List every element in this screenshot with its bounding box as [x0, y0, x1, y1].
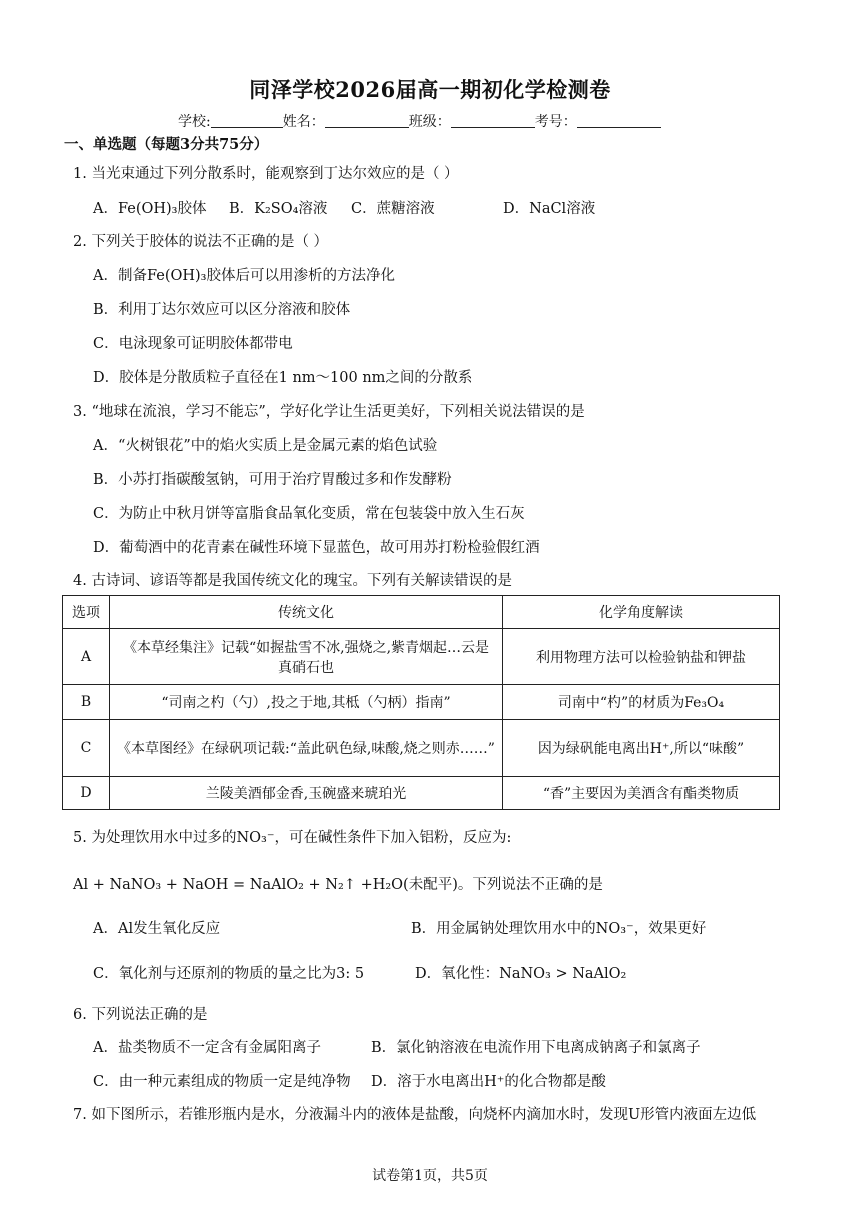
table-cell-option: A	[63, 629, 110, 685]
table-cell-culture: 兰陵美酒郁金香,玉碗盛来琥珀光	[110, 777, 503, 810]
q3-option-a: A．“火树银花”中的焰火实质上是金属元素的焰色试验	[93, 438, 438, 454]
q5-option-c: C．氧化剂与还原剂的物质的量之比为3: 5	[93, 966, 365, 982]
table-header-row	[63, 596, 780, 629]
question-6-options-row-2	[93, 1070, 606, 1091]
student-info-line	[178, 111, 661, 131]
q1-option-d: D．NaCl溶液	[503, 201, 596, 217]
q6-option-c: C．由一种元素组成的物质一定是纯净物	[93, 1074, 351, 1090]
table-cell-interpretation: 因为绿矾能电离出H⁺,所以“味酸”	[503, 720, 780, 777]
question-6-options-row-1	[93, 1036, 701, 1057]
table-cell-option: B	[63, 685, 110, 720]
name-label: 姓名：	[282, 114, 325, 130]
table-row	[63, 777, 780, 810]
q3-option-c: C．为防止中秋月饼等富脂食品氧化变质，常在包装袋中放入生石灰	[93, 506, 525, 522]
question-3-stem: 3. “地球在流浪，学习不能忘”，学好化学让生活更美好，下列相关说法错误的是	[73, 404, 585, 420]
school-label: 学校:	[178, 114, 211, 130]
question-1-options	[93, 197, 595, 218]
question-2-stem: 2. 下列关于胶体的说法不正确的是（ ）	[73, 234, 329, 250]
exam-no-blank[interactable]	[577, 113, 661, 128]
q3-option-b: B．小苏打指碳酸氢钠，可用于治疗胃酸过多和作发酵粉	[93, 472, 452, 488]
table-cell-culture: 《本草图经》在绿矾项记载:“盖此矾色绿,味酸,烧之则赤……”	[110, 720, 503, 777]
q6-option-a: A．盐类物质不一定含有金属阳离子	[93, 1040, 321, 1056]
q2-option-a: A．制备Fe(OH)₃胶体后可以用渗析的方法净化	[93, 268, 395, 284]
table-cell-interpretation: “香”主要因为美酒含有酯类物质	[503, 777, 780, 810]
q5-option-d: D．氧化性：NaNO₃ > NaAlO₂	[415, 966, 627, 982]
table-header-option: 选项	[63, 596, 110, 629]
section-heading: 一、单选题（每题3分共75分）	[64, 136, 269, 153]
q3-option-d: D．葡萄酒中的花青素在碱性环境下显蓝色，故可用苏打粉检验假红酒	[93, 540, 540, 556]
class-label: 班级：	[408, 114, 451, 130]
table-row	[63, 685, 780, 720]
exam-no-label: 考号：	[534, 114, 577, 130]
q1-option-c: C．蔗糖溶液	[351, 201, 435, 217]
table-cell-culture: 《本草经集注》记载“如握盐雪不冰,强烧之,紫青烟起…云是真硝石也	[110, 629, 503, 685]
q5-option-a: A．Al发生氧化反应	[93, 921, 221, 937]
q1-option-b: B．K₂SO₄溶液	[229, 201, 328, 217]
culture-table	[62, 595, 780, 810]
q6-option-b: B．氯化钠溶液在电流作用下电离成钠离子和氯离子	[371, 1040, 701, 1056]
table-cell-option: D	[63, 777, 110, 810]
table-cell-interpretation: 利用物理方法可以检验钠盐和钾盐	[503, 629, 780, 685]
q5-option-b: B．用金属钠处理饮用水中的NO₃⁻，效果更好	[411, 921, 707, 937]
page-title: 同泽学校2026届高一期初化学检测卷	[249, 77, 611, 102]
q6-option-d: D．溶于水电离出H⁺的化合物都是酸	[371, 1074, 606, 1090]
table-cell-culture: “司南之杓（勺）,投之于地,其柢（勺柄）指南”	[110, 685, 503, 720]
q2-option-c: C．电泳现象可证明胶体都带电	[93, 336, 293, 352]
class-blank[interactable]	[451, 113, 535, 128]
table-row	[63, 629, 780, 685]
question-7-stem: 7. 如下图所示，若锥形瓶内是水，分液漏斗内的液体是盐酸，向烧杯内滴加水时，发现U形管内液面左边低	[73, 1107, 757, 1123]
q1-option-a: A．Fe(OH)₃胶体	[93, 201, 207, 217]
name-blank[interactable]	[325, 113, 409, 128]
table-row	[63, 720, 780, 777]
question-5-stem: 5. 为处理饮用水中过多的NO₃⁻，可在碱性条件下加入铝粉，反应为:	[73, 830, 512, 846]
reaction-equation: Al + NaNO₃ + NaOH = NaAlO₂ + N₂↑ +H₂O(未配平)。下列说法不正确的是	[73, 877, 603, 893]
page-footer: 试卷第1页，共5页	[372, 1168, 488, 1184]
question-5-options-row-2	[93, 962, 626, 983]
question-4-stem: 4. 古诗词、谚语等都是我国传统文化的瑰宝。下列有关解读错误的是	[73, 573, 512, 589]
table-cell-interpretation: 司南中“杓”的材质为Fe₃O₄	[503, 685, 780, 720]
q2-option-d: D．胶体是分散质粒子直径在1 nm～100 nm之间的分散系	[93, 370, 473, 386]
question-5-options-row-1	[93, 917, 706, 938]
question-6-stem: 6. 下列说法正确的是	[73, 1007, 208, 1023]
table-cell-option: C	[63, 720, 110, 777]
table-header-interpretation: 化学角度解读	[503, 596, 780, 629]
q2-option-b: B．利用丁达尔效应可以区分溶液和胶体	[93, 302, 351, 318]
question-1-stem: 1. 当光束通过下列分散系时，能观察到丁达尔效应的是（ ）	[73, 166, 459, 182]
table-header-culture: 传统文化	[110, 596, 503, 629]
school-blank[interactable]	[211, 113, 283, 128]
